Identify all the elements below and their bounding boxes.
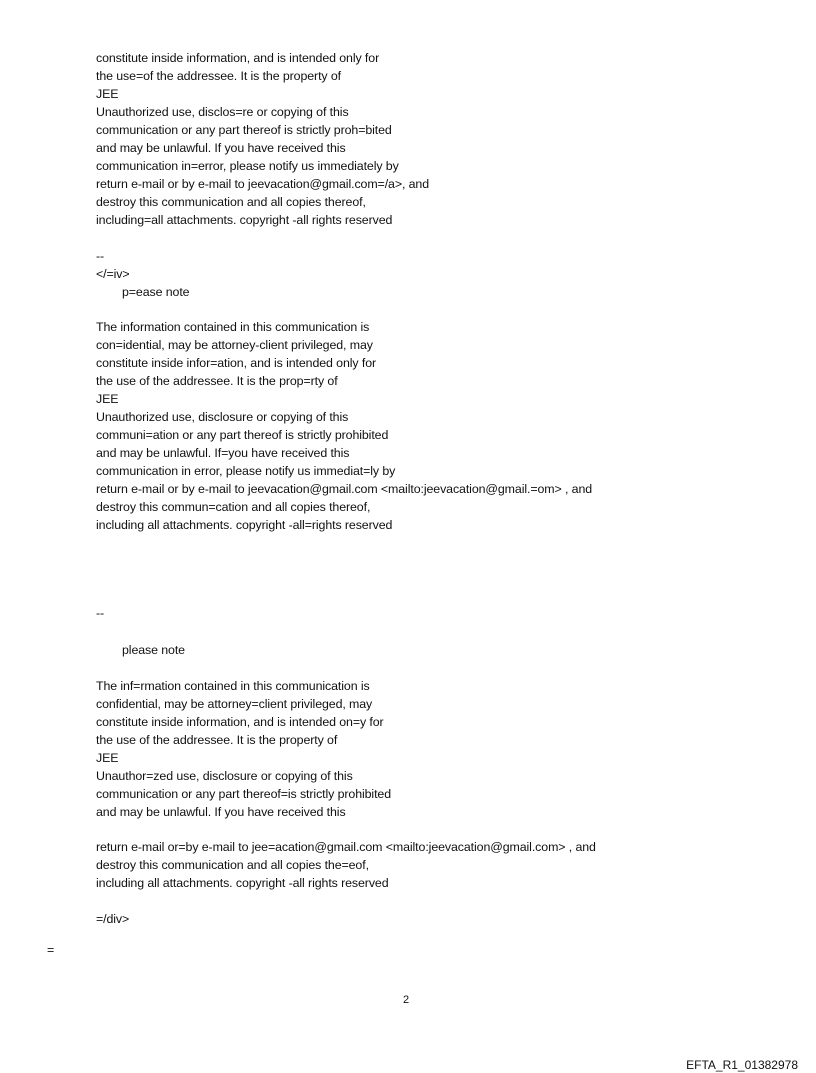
separator-text: --	[96, 606, 105, 620]
text-line: the use=of the addressee. It is the property of	[96, 69, 341, 83]
text-line: the use of the addressee. It is the prop=rty of	[96, 374, 338, 388]
text-line: con=idential, may be attorney-client privileged, may	[96, 338, 373, 352]
please-note-heading: please note	[122, 643, 185, 657]
text-line: JEE	[96, 392, 119, 406]
text-line: communi=ation or any part thereof is strictly prohibited	[96, 428, 389, 442]
text-line: return e-mail or by e-mail to jeevacation@gmail.com <mailto:jeevacation@gmail.=om> , and	[96, 482, 593, 496]
text-line: destroy this communication and all copies the=eof,	[96, 858, 369, 872]
separator-text: --	[96, 249, 105, 263]
document-id: EFTA_R1_01382978	[686, 1058, 798, 1072]
text-line: Unauthorized use, disclosure or copying of this	[96, 410, 349, 424]
text-line: and may be unlawful. If=you have received this	[96, 446, 350, 460]
text-line: destroy this communication and all copies thereof,	[96, 195, 366, 209]
text-line: return e-mail or by e-mail to jeevacation@gmail.com=/a>, and	[96, 177, 430, 191]
text-line: including all attachments. copyright -all rights reserved	[96, 876, 389, 890]
text-line: destroy this commun=cation and all copies thereof,	[96, 500, 371, 514]
text-line: The inf=rmation contained in this communication is	[96, 679, 370, 693]
text-line: constitute inside information, and is intended on=y for	[96, 715, 384, 729]
text-line: communication in error, please notify us immediat=ly by	[96, 464, 396, 478]
text-line: return e-mail or=by e-mail to jee=acation@gmail.com <mailto:jeevacation@gmail.com> , and	[96, 840, 596, 854]
text-line: communication in=error, please notify us immediately by	[96, 159, 399, 173]
html-tag-text: =/div>	[96, 912, 130, 926]
html-tag-text: </=iv>	[96, 267, 130, 281]
text-line: JEE	[96, 87, 119, 101]
text-line: Unauthorized use, disclos=re or copying of this	[96, 105, 349, 119]
text-line: constitute inside information, and is intended only for	[96, 51, 380, 65]
text-line: communication or any part thereof is strictly proh=bited	[96, 123, 392, 137]
text-line: including all attachments. copyright -all=rights reserved	[96, 518, 393, 532]
page-number: 2	[403, 994, 410, 1006]
text-line: and may be unlawful. If you have received this	[96, 141, 346, 155]
text-line: constitute inside infor=ation, and is intended only for	[96, 356, 377, 370]
please-note-heading: p=ease note	[122, 285, 190, 299]
text-line: communication or any part thereof=is strictly prohibited	[96, 787, 392, 801]
text-line: the use of the addressee. It is the property of	[96, 733, 338, 747]
text-line: JEE	[96, 751, 119, 765]
text-line: The information contained in this communication is	[96, 320, 370, 334]
stray-equals: =	[47, 943, 55, 957]
text-line: Unauthor=zed use, disclosure or copying of this	[96, 769, 353, 783]
text-line: confidential, may be attorney=client privileged, may	[96, 697, 373, 711]
text-line: including=all attachments. copyright -all rights reserved	[96, 213, 393, 227]
text-line: and may be unlawful. If you have received this	[96, 805, 346, 819]
